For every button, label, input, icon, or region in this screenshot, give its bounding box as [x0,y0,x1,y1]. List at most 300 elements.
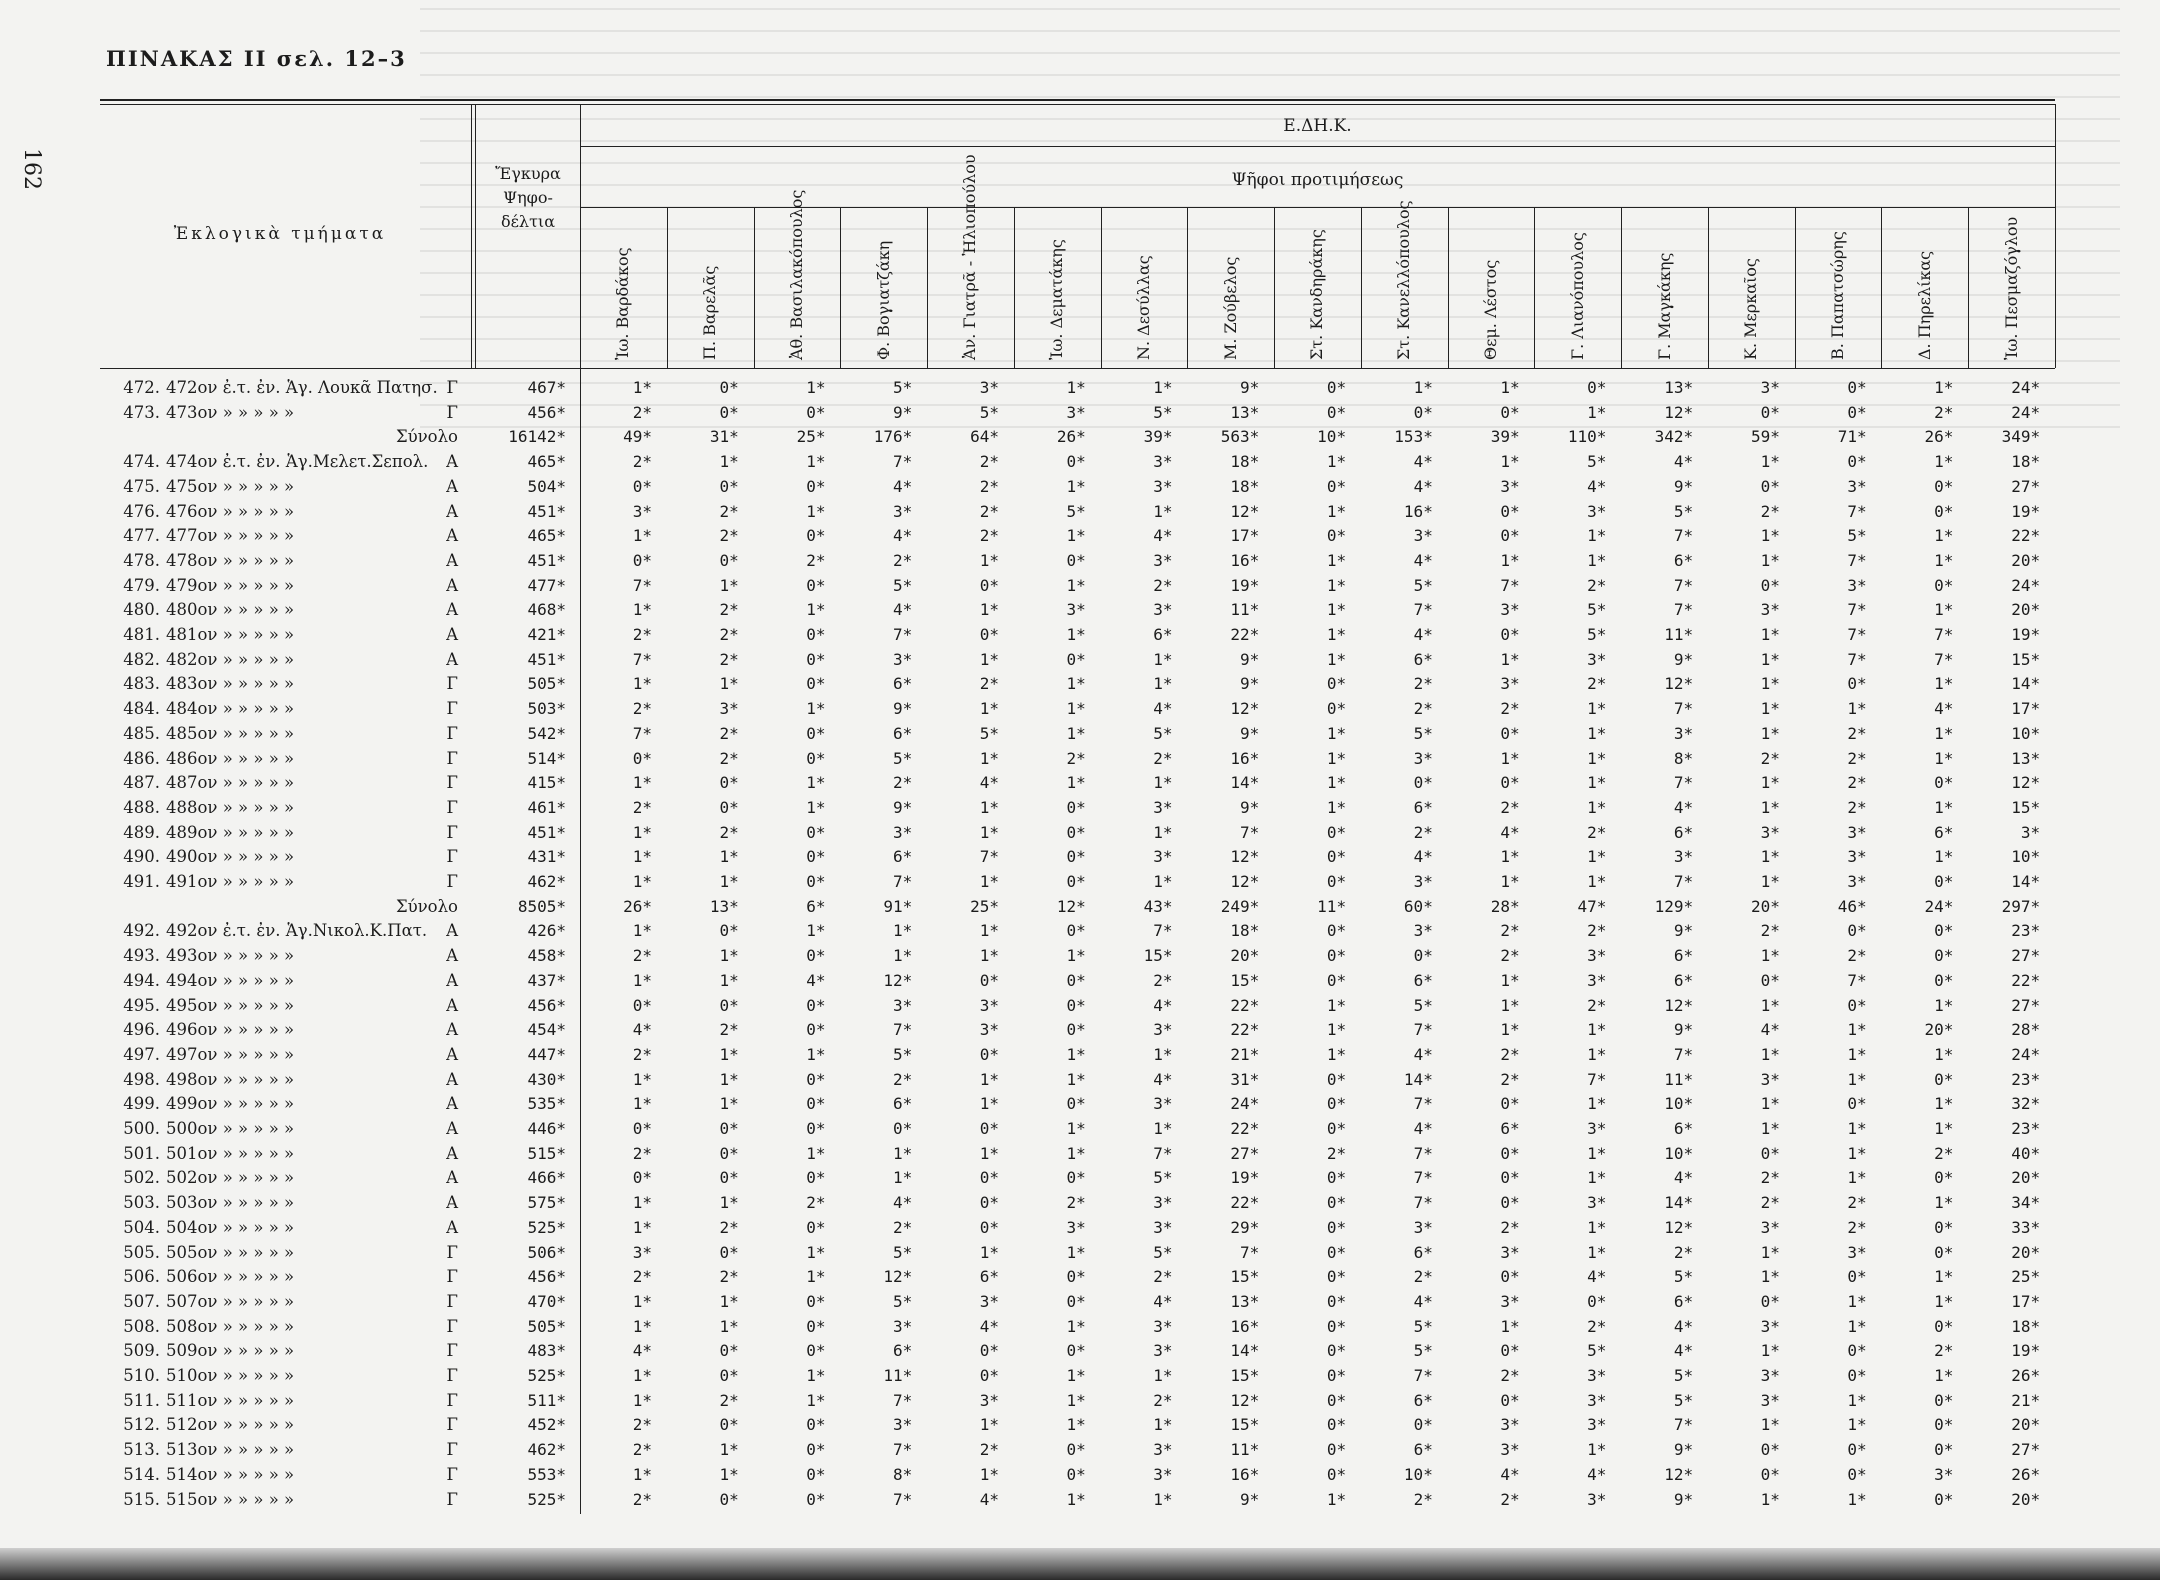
section-name: 482ον » » » » » [166,649,295,669]
preference-vote-cell: 11* [1230,1440,1260,1460]
preference-vote-cell: 1* [1500,550,1520,570]
label-column-rule-2 [475,104,476,368]
preference-vote-cell: 0* [719,797,739,817]
valid-ballots-cell: 465* [527,526,566,546]
preference-vote-cell: 1* [1326,501,1347,521]
preference-vote-cell: 0* [806,847,826,867]
section-name: 483ον » » » » » [166,674,295,694]
section-name: 485ον » » » » » [166,723,295,743]
preference-vote-cell: 1* [1934,797,1954,817]
preference-vote-cell: 0* [1326,872,1347,891]
preference-vote-cell: 21* [1230,1044,1260,1064]
preference-vote-cell: 1* [1153,872,1173,891]
preference-vote-cell: 4* [1673,1168,1694,1188]
section-label [100,1094,470,1113]
row-number: 502. [123,1168,160,1188]
section-code: Α [446,1168,458,1188]
preference-vote-cell: 0* [806,1316,826,1336]
preference-vote-cell: 0* [1326,699,1347,719]
preference-vote-cell: 0* [979,1366,1000,1385]
preference-vote-cell: 1* [979,921,1000,941]
preference-vote-cell: 1* [979,946,1000,966]
preference-vote-cell: 2* [1587,995,1607,1015]
row-number: 495. [123,995,160,1015]
preference-vote-cell: 1* [719,1464,739,1484]
preference-vote-cell: 7* [1413,1366,1433,1385]
preference-vote-cell: 0* [719,1341,739,1361]
preference-vote-cell: 1* [979,797,1000,817]
preference-vote-cell: 0* [1847,995,1867,1015]
preference-vote-cell: 0* [1847,921,1867,941]
preference-vote-cell: 2* [1587,1316,1607,1336]
preference-vote-cell: 49* [623,427,652,447]
preference-vote-cell: 7* [1847,649,1867,669]
preference-vote-cell: 1* [1066,1143,1086,1163]
preference-vote-cell: 1* [1500,378,1520,397]
valid-ballots-cell: 470* [527,1291,566,1311]
section-name: 488ον » » » » » [166,797,295,817]
preference-vote-cell: 2* [1413,699,1433,719]
row-number: 492. [123,921,160,941]
section-name: 511ον » » » » » [166,1390,295,1410]
preference-vote-cell: 1* [632,1316,652,1336]
preference-vote-cell: 9* [1673,1020,1694,1040]
preference-vote-cell: 1* [632,1291,652,1311]
preference-vote-cell: 0* [979,1193,1000,1213]
preference-vote-cell: 3* [1673,723,1694,743]
preference-vote-cell: 0* [1326,1168,1347,1188]
preference-vote-cell: 4* [1587,1267,1607,1287]
preference-vote-cell: 2* [1500,921,1520,941]
preference-vote-cell: 2* [632,1143,652,1163]
preference-vote-cell: 0* [806,946,826,966]
section-name: 494ον » » » » » [166,970,295,990]
preference-vote-cell: 7* [979,847,1000,867]
preference-vote-cell: 0* [719,1119,739,1138]
section-name: 493ον » » » » » [166,946,295,966]
party-rule [580,146,2055,147]
row-number: 508. [123,1316,160,1336]
preference-vote-cell: 3* [1413,872,1433,891]
preference-vote-cell: 2* [632,1415,652,1435]
preference-vote-cell: 0* [806,402,826,422]
preference-vote-cell: 1* [632,1464,652,1484]
preference-vote-cell: 1* [1587,699,1607,719]
preference-vote-cell: 9* [1673,649,1694,669]
preference-vote-cell: 1* [1326,1489,1347,1509]
valid-ballots-cell: 16142* [508,427,566,447]
preference-vote-cell: 1* [1760,674,1780,694]
section-code: Γ [446,723,458,743]
preference-vote-cell: 1* [1934,1094,1954,1114]
preference-vote-cell: 5* [1587,1341,1607,1361]
preference-vote-cell: 9* [1240,378,1260,397]
section-label [100,1317,470,1336]
preference-vote-cell: 0* [719,378,739,397]
preference-vote-cell: 6* [1673,822,1694,842]
preference-vote-cell: 3* [1413,921,1433,941]
preference-vote-cell: 6* [893,847,913,867]
preference-vote-cell: 0* [1587,1291,1607,1311]
candidate-column-rule [1708,207,1709,368]
preference-vote-cell: 1* [1760,872,1780,891]
preference-vote-cell: 0* [719,1242,739,1262]
preference-vote-cell: 0* [1500,501,1520,521]
candidate-header: Μ. Ζούβελος [1220,256,1240,360]
section-label [100,1168,470,1187]
section-code: Α [446,1069,458,1089]
candidate-column-rule [927,207,928,368]
section-label [100,1391,470,1410]
preference-vote-cell: 349* [2001,427,2041,447]
preference-vote-cell: 2* [893,550,913,570]
section-code: Γ [446,1415,458,1435]
preference-vote-cell: 47* [1577,896,1607,916]
section-label [100,1341,470,1360]
preference-vote-cell: 1* [1066,476,1086,496]
preference-vote-cell: 3* [1587,1415,1607,1435]
bleed-line [420,162,2120,164]
candidate-header: Κ. Μερκαῖος [1741,258,1761,360]
section-code: Γ [446,1267,458,1287]
preference-vote-cell: 0* [1934,872,1954,891]
valid-ballots-cell: 465* [527,452,566,472]
section-label [100,674,470,693]
preference-vote-cell: 20* [2011,1242,2041,1262]
preference-vote-cell: 1* [1500,847,1520,867]
row-number: 480. [123,600,160,620]
preference-vote-cell: 10* [1664,1094,1694,1114]
valid-ballots-cell: 503* [527,699,566,719]
valid-ballots-cell: 415* [527,773,566,793]
row-number: 510. [123,1366,160,1385]
valid-ballots-cell: 456* [527,402,566,422]
section-label [100,477,470,496]
preference-vote-cell: 1* [1847,1044,1867,1064]
preference-vote-cell: 24* [2011,1044,2041,1064]
preference-vote-cell: 1* [806,1366,826,1385]
row-number: 493. [123,946,160,966]
preference-vote-cell: 1* [632,773,652,793]
section-label [100,526,470,545]
preference-vote-cell: 3* [893,995,913,1015]
preference-vote-cell: 27* [2011,476,2041,496]
preference-vote-cell: 16* [1230,748,1260,768]
preference-vote-cell: 1* [893,946,913,966]
preference-vote-cell: 1* [1760,699,1780,719]
preference-vote-cell: 1* [1326,575,1347,595]
preference-vote-cell: 1* [1066,1044,1086,1064]
preference-vote-cell: 1* [632,1069,652,1089]
preference-vote-cell: 0* [806,476,826,496]
section-name: 501ον » » » » » [166,1143,295,1163]
preference-vote-cell: 1* [1847,1291,1867,1311]
preference-vote-cell: 1* [1326,797,1347,817]
preference-vote-cell: 2* [632,946,652,966]
preference-vote-cell: 6* [1153,625,1173,644]
preference-vote-cell: 2* [719,1020,739,1040]
preference-vote-cell: 3* [1413,526,1433,546]
preference-vote-cell: 1* [1847,1489,1867,1509]
section-code: Α [446,550,458,570]
preference-vote-cell: 0* [806,1094,826,1114]
preference-vote-cell: 3* [979,1020,1000,1040]
preference-vote-cell: 1* [1153,1489,1173,1509]
section-name: 489ον » » » » » [166,822,295,842]
section-label [100,1020,470,1039]
preference-vote-cell: 2* [632,797,652,817]
preference-vote-cell: 4* [893,600,913,620]
preference-vote-cell: 3* [1153,797,1173,817]
preference-vote-cell: 4* [1153,526,1173,546]
preference-vote-cell: 0* [1847,452,1867,472]
preference-vote-cell: 1* [979,1143,1000,1163]
section-label [100,872,470,891]
preference-vote-cell: 1* [806,600,826,620]
preference-vote-cell: 22* [1230,1119,1260,1138]
page-number: 162 [19,148,44,190]
preference-vote-cell: 1* [806,378,826,397]
preference-vote-cell: 1* [893,921,913,941]
preference-vote-cell: 3* [1500,476,1520,496]
preference-vote-cell: 0* [806,723,826,743]
preference-vote-cell: 1* [1326,748,1347,768]
section-code: Α [446,1217,458,1237]
preference-vote-cell: 7* [893,872,913,891]
preference-vote-cell: 1* [1066,946,1086,966]
preference-vote-cell: 20* [2011,550,2041,570]
candidate-header: Ἀν. Γιατρᾶ - Ἠλιοπούλου [960,154,980,360]
row-number: 476. [123,501,160,521]
preference-vote-cell: 7* [1500,575,1520,595]
bleed-line [420,74,2120,76]
section-label [100,1490,470,1509]
preference-vote-cell: 46* [1837,896,1867,916]
section-label [100,1465,470,1484]
preference-vote-cell: 4* [1413,476,1433,496]
preference-vote-cell: 0* [1326,526,1347,546]
preference-vote-cell: 0* [806,1168,826,1188]
preference-vote-cell: 0* [1760,1291,1780,1311]
preference-vote-cell: 1* [1587,1168,1607,1188]
preference-vote-cell: 4* [1413,1291,1433,1311]
section-code: Γ [446,1390,458,1410]
preference-vote-cell: 0* [1066,1440,1086,1460]
preference-vote-cell: 0* [1847,1440,1867,1460]
preference-vote-cell: 1* [1587,1242,1607,1262]
preference-vote-cell: 10* [1664,1143,1694,1163]
preference-vote-cell: 31* [1230,1069,1260,1089]
preference-vote-cell: 2* [719,723,739,743]
bleed-line [420,338,2120,340]
preference-vote-cell: 7* [893,1489,913,1509]
preference-vote-cell: 0* [1847,378,1867,397]
preference-vote-cell: 2* [1413,822,1433,842]
preference-vote-cell: 7* [1673,1044,1694,1064]
preference-vote-cell: 25* [2011,1267,2041,1287]
preference-vote-cell: 1* [1760,526,1780,546]
preference-vote-cell: 0* [632,1119,652,1138]
valid-ballots-cell: 505* [527,674,566,694]
section-code: Α [446,1119,458,1138]
section-label [100,403,470,422]
row-number: 487. [123,773,160,793]
section-code: Γ [446,1366,458,1385]
preference-vote-cell: 7* [1413,1020,1433,1040]
preference-vote-cell: 24* [2011,575,2041,595]
preference-vote-cell: 0* [1326,1119,1347,1138]
preference-vote-cell: 1* [719,1440,739,1460]
preference-vote-cell: 0* [979,1217,1000,1237]
valid-column-rule [580,104,581,1514]
preference-vote-cell: 1* [1760,1044,1780,1064]
preference-vote-cell: 26* [623,896,652,916]
preference-vote-cell: 1* [1153,501,1173,521]
preference-vote-cell: 2* [806,550,826,570]
preference-vote-cell: 3* [1500,1242,1520,1262]
section-code: Σύνολο [395,427,458,447]
preference-vote-cell: 0* [1934,1440,1954,1460]
preference-vote-cell: 22* [1230,995,1260,1015]
candidate-header: Ἰω. Βαρδάκος [613,247,633,360]
preference-vote-cell: 1* [1760,550,1780,570]
preference-vote-cell: 0* [632,748,652,768]
section-label [100,996,470,1015]
preference-vote-cell: 5* [1673,501,1694,521]
preference-vote-cell: 1* [1066,1119,1086,1138]
preference-vote-cell: 0* [1760,575,1780,595]
section-name: 500ον » » » » » [166,1119,295,1138]
preference-vote-cell: 0* [1066,1020,1086,1040]
preference-vote-cell: 15* [2011,649,2041,669]
preference-vote-cell: 1* [1587,550,1607,570]
preference-vote-cell: 1* [1153,773,1173,793]
preference-vote-cell: 5* [1847,526,1867,546]
preference-vote-cell: 1* [979,822,1000,842]
preference-vote-cell: 3* [1760,378,1780,397]
preference-vote-cell: 1* [1760,723,1780,743]
preference-vote-cell: 3* [893,1316,913,1336]
section-name: 477ον » » » » » [166,526,295,546]
preference-vote-cell: 1* [632,1193,652,1213]
preference-vote-cell: 1* [1847,699,1867,719]
bleed-line [420,316,2120,318]
preference-vote-cell: 1* [719,575,739,595]
preference-vote-cell: 12* [1230,847,1260,867]
section-label [100,625,470,644]
preference-vote-cell: 1* [1066,625,1086,644]
preference-vote-cell: 7* [893,1390,913,1410]
preference-vote-cell: 2* [632,1267,652,1287]
row-number: 507. [123,1291,160,1311]
preference-vote-cell: 7* [1673,1415,1694,1435]
preference-vote-cell: 5* [1153,402,1173,422]
preference-vote-cell: 0* [1934,1242,1954,1262]
preference-vote-cell: 7* [1153,921,1173,941]
preference-vote-cell: 0* [1326,402,1347,422]
preference-vote-cell: 3* [1153,1440,1173,1460]
preference-vote-cell: 1* [1760,797,1780,817]
preference-vote-cell: 1* [632,921,652,941]
preference-vote-cell: 1* [1153,378,1173,397]
preference-vote-cell: 15* [1143,946,1173,966]
preference-vote-cell: 1* [1587,1217,1607,1237]
preference-vote-cell: 20* [2011,1415,2041,1435]
section-label [100,1119,470,1138]
section-name: 504ον » » » » » [166,1217,295,1237]
preference-vote-cell: 0* [1066,1168,1086,1188]
valid-ballots-cell: 505* [527,1316,566,1336]
candidate-header: Γ. Λιανόπουλος [1567,232,1587,360]
preference-vote-cell: 7* [1413,1094,1433,1114]
preference-vote-cell: 3* [1760,600,1780,620]
row-number: 478. [123,550,160,570]
section-name: 479ον » » » » » [166,575,295,595]
right-border [2055,104,2056,368]
preference-vote-cell: 12* [1664,1217,1694,1237]
preference-vote-cell: 18* [1230,452,1260,472]
preference-vote-cell: 2* [719,625,739,644]
preference-vote-cell: 1* [632,526,652,546]
page-title: ΠΙΝΑΚΑΣ ΙΙ σελ. 12–3 [106,46,407,71]
preference-vote-cell: 12* [1230,872,1260,891]
preference-vote-cell: 10* [2011,723,2041,743]
preference-vote-cell: 4* [979,1489,1000,1509]
preference-vote-cell: 3* [1153,1341,1173,1361]
preference-vote-cell: 0* [1066,847,1086,867]
valid-ballots-header: Ἔγκυρα Ψηφο-δέλτια [495,164,561,231]
preference-vote-cell: 22* [2011,526,2041,546]
preference-vote-cell: 1* [632,872,652,891]
preference-vote-cell: 9* [893,699,913,719]
preference-vote-cell: 0* [1066,649,1086,669]
preference-vote-cell: 1* [979,1464,1000,1484]
preference-vote-cell: 5* [1413,1316,1433,1336]
preference-vote-cell: 9* [1240,723,1260,743]
section-code: Γ [446,748,458,768]
preference-vote-cell: 1* [1500,748,1520,768]
preference-vote-cell: 0* [632,550,652,570]
preference-vote-cell: 2* [632,402,652,422]
preference-vote-cell: 6* [1413,970,1433,990]
preference-vote-cell: 1* [1934,1267,1954,1287]
preference-vote-cell: 5* [1673,1366,1694,1385]
preference-vote-cell: 2* [632,1440,652,1460]
preference-vote-cell: 4* [1673,797,1694,817]
preference-vote-cell: 4* [1587,476,1607,496]
candidate-header: Δ. Πηρελίκας [1914,250,1934,360]
valid-ballots-cell: 466* [527,1168,566,1188]
preference-vote-cell: 0* [719,1366,739,1385]
preference-vote-cell: 2* [719,501,739,521]
valid-ballots-cell: 553* [527,1464,566,1484]
section-code: Γ [446,699,458,719]
preference-vote-cell: 1* [1760,1415,1780,1435]
preference-vote-cell: 6* [806,896,826,916]
preference-vote-cell: 0* [719,550,739,570]
preference-vote-cell: 13* [2011,748,2041,768]
preference-vote-cell: 3* [1760,1316,1780,1336]
preference-vote-cell: 3* [2020,822,2041,842]
valid-ballots-cell: 462* [527,1440,566,1460]
preference-vote-cell: 1* [1066,699,1086,719]
preference-vote-cell: 13* [1230,402,1260,422]
preference-vote-cell: 12* [1664,674,1694,694]
section-label [100,452,470,471]
preference-vote-cell: 0* [1847,1267,1867,1287]
preference-vote-cell: 22* [2011,970,2041,990]
section-label [100,502,470,521]
